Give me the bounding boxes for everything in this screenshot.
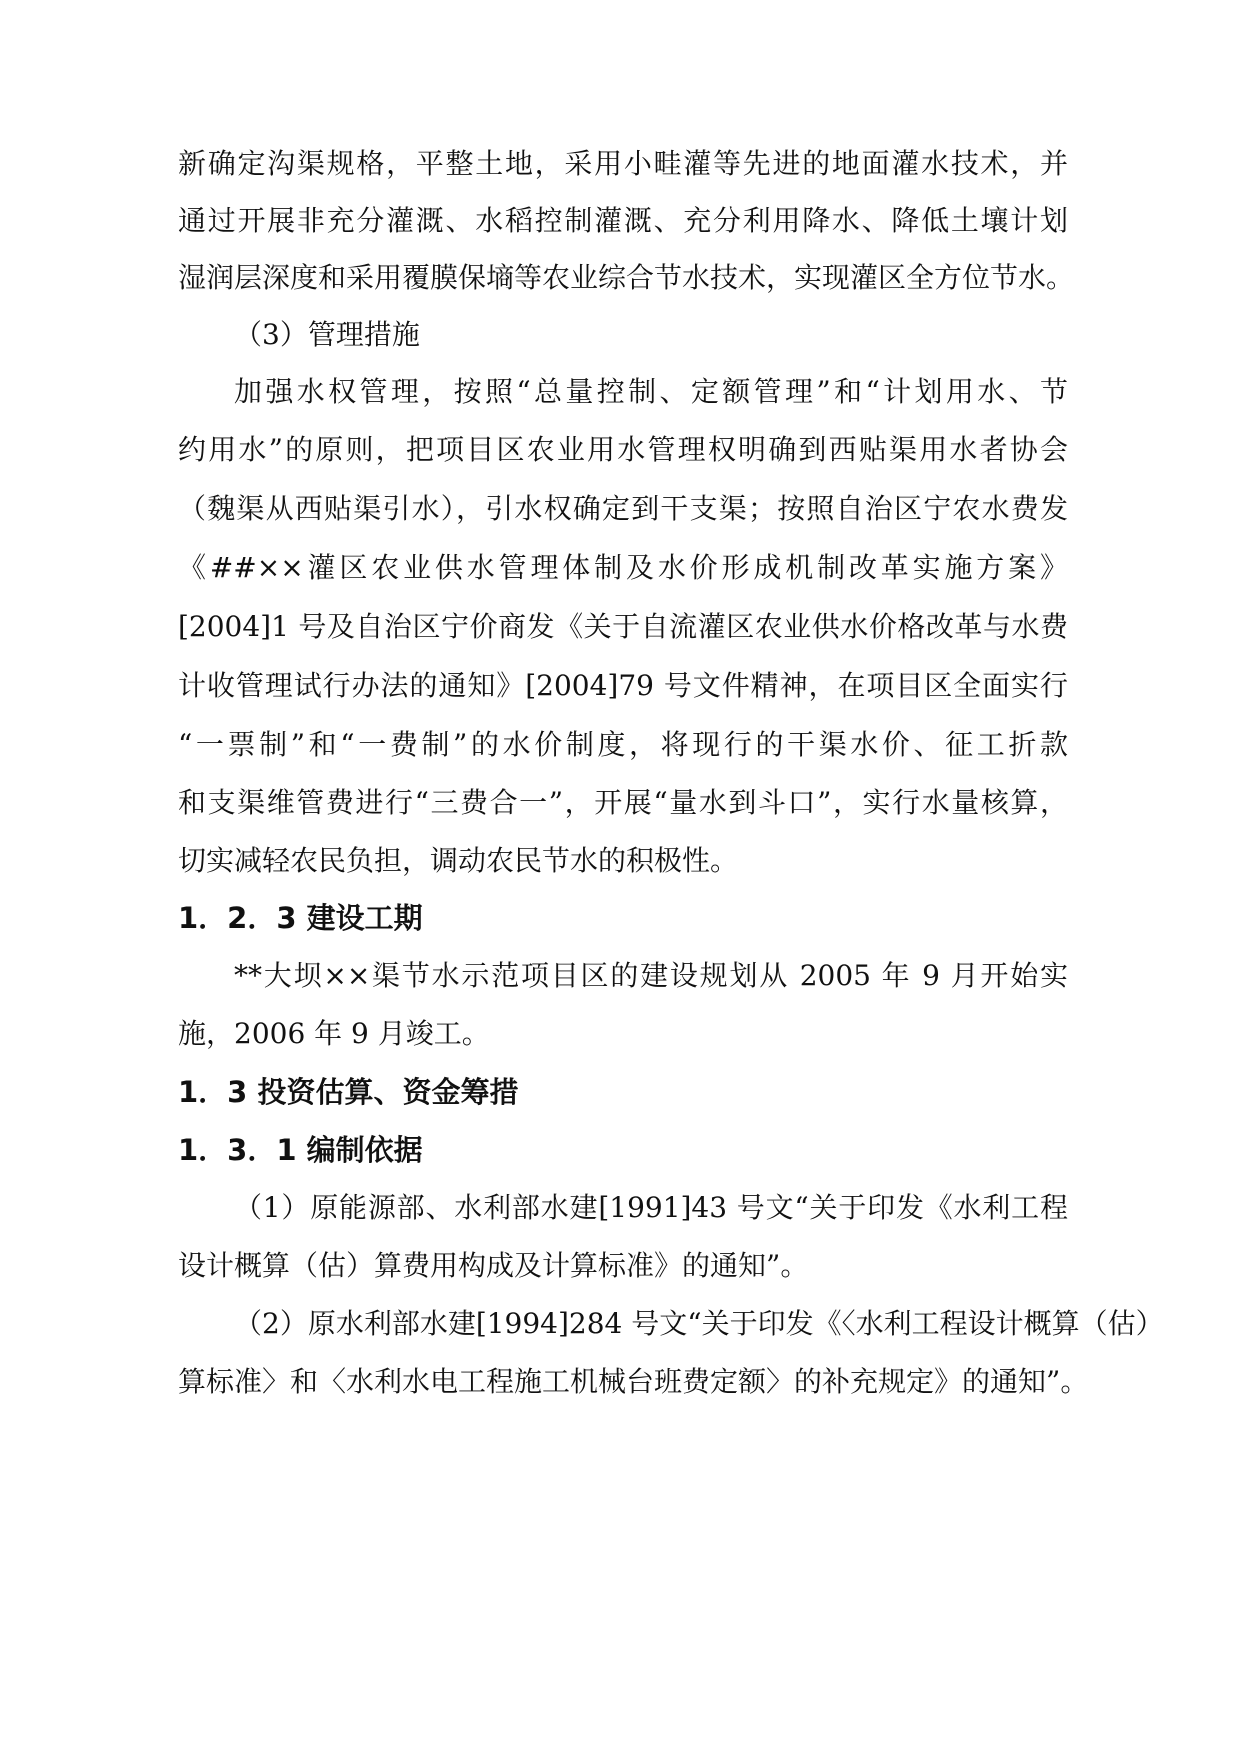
paragraph-line: 施，2006 年 9 月竣工。 <box>178 1017 490 1050</box>
paragraph-line: 计收管理试行办法的通知》[2004]79 号文件精神，在项目区全面实行 <box>178 669 1068 702</box>
paragraph-line: 约用水”的原则，把项目区农业用水管理权明确到西贴渠用水者协会 <box>178 433 1068 466</box>
subsection-label: （3）管理措施 <box>234 318 420 351</box>
paragraph-line: 设计概算（估）算费用构成及计算标准》的通知”。 <box>178 1249 809 1282</box>
paragraph-line: 切实减轻农民负担，调动农民节水的积极性。 <box>178 844 739 877</box>
paragraph-line: 新确定沟渠规格，平整土地，采用小畦灌等先进的地面灌水技术，并 <box>178 147 1068 180</box>
paragraph-line: （魏渠从西贴渠引水），引水权确定到干支渠；按照自治区宁农水费发 <box>178 492 1068 525</box>
paragraph-line: （1）原能源部、水利部水建[1991]43 号文“关于印发《水利工程 <box>234 1191 1068 1224</box>
section-heading: 1．3 投资估算、资金筹措 <box>178 1075 519 1109</box>
paragraph-line: 算标准〉和〈水利水电工程施工机械台班费定额〉的补充规定》的通知”。 <box>178 1365 1089 1398</box>
section-heading: 1．3．1 编制依据 <box>178 1133 423 1167</box>
section-heading: 1．2．3 建设工期 <box>178 901 423 935</box>
paragraph-line: 加强水权管理，按照“总量控制、定额管理”和“计划用水、节 <box>234 375 1068 408</box>
paragraph-line: 《##××灌区农业供水管理体制及水价形成机制改革实施方案》 <box>178 551 1068 584</box>
paragraph-line: **大坝××渠节水示范项目区的建设规划从 2005 年 9 月开始实 <box>234 959 1068 992</box>
paragraph-line: “一票制”和“一费制”的水价制度，将现行的干渠水价、征工折款 <box>178 728 1068 761</box>
paragraph-line: 通过开展非充分灌溉、水稻控制灌溉、充分利用降水、降低土壤计划 <box>178 204 1068 237</box>
paragraph-line: （2）原水利部水建[1994]284 号文“关于印发《〈水利工程设计概算（估） <box>234 1307 1164 1340</box>
paragraph-line: 湿润层深度和采用覆膜保墒等农业综合节水技术，实现灌区全方位节水。 <box>178 261 1075 294</box>
paragraph-line: [2004]1 号及自治区宁价商发《关于自流灌区农业供水价格改革与水费 <box>178 610 1068 643</box>
paragraph-line: 和支渠维管费进行“三费合一”，开展“量水到斗口”，实行水量核算， <box>178 786 1068 819</box>
